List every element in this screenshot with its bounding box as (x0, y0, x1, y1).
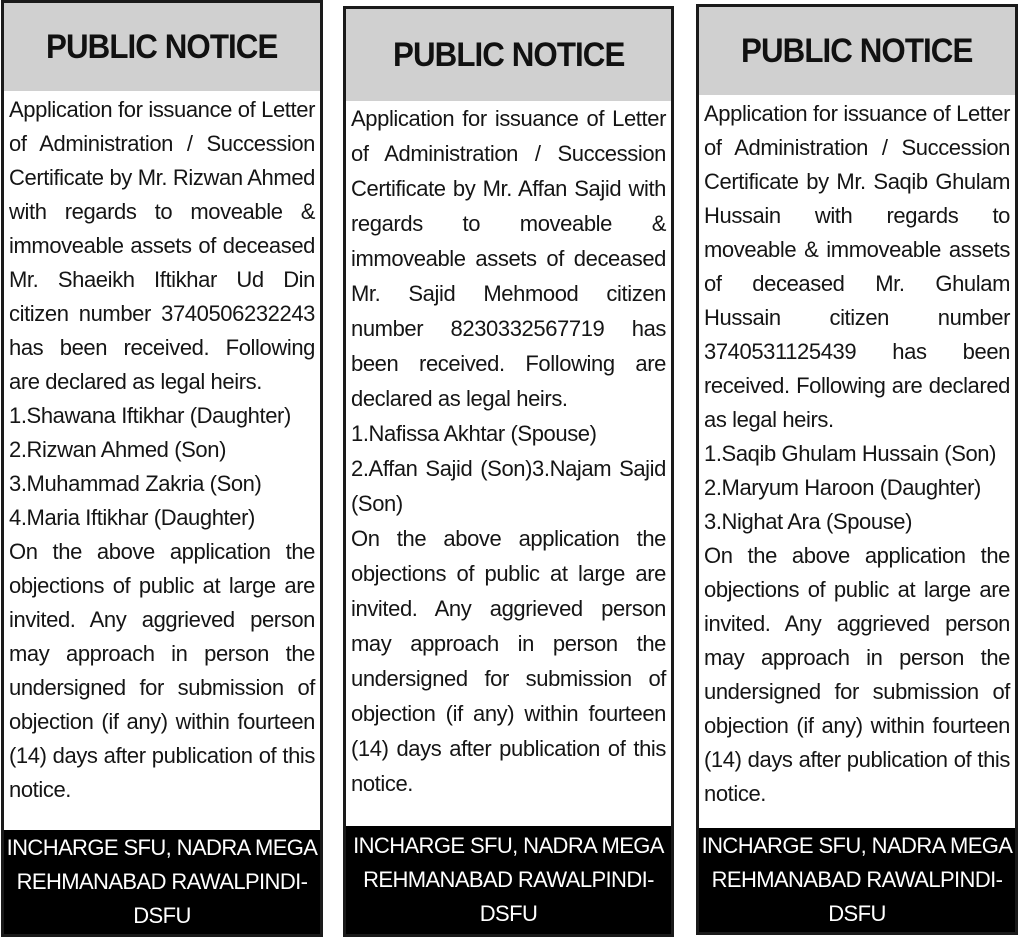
footer-line: DSFU (828, 901, 886, 926)
footer-line: DSFU (479, 901, 538, 926)
public-notice-3 (696, 4, 1018, 935)
footer-line: REHMANABAD RAWALPINDI- (16, 869, 308, 894)
heir-item: 1.Saqib Ghulam Hussain (Son) (704, 441, 997, 466)
notice-closing-text: On the above application the objections of public at large are invited. Any aggrieved person may approach in person the undersigned for submission of objection (if any) within fourteen (14) days after publication of this notice. (351, 526, 666, 796)
footer-line: REHMANABAD RAWALPINDI- (363, 867, 654, 892)
footer-line: REHMANABAD RAWALPINDI- (711, 867, 1003, 892)
notice-title: PUBLIC NOTICE (46, 27, 278, 66)
footer-line: DSFU (133, 903, 191, 928)
notice-closing-text: On the above application the objections of public at large are invited. Any aggrieved person may approach in person the undersigned for submission of objection (if any) within fourteen (14) days after publication of this notice. (9, 539, 315, 802)
notice-title: PUBLIC NOTICE (392, 35, 625, 74)
notice-header (4, 3, 320, 91)
notice-closing-text: On the above application the objections of public at large are invited. Any aggrieved person may approach in person the undersigned for submission of objection (if any) within fourteen (14) days after publication of this notice. (704, 543, 1010, 806)
notice-body (351, 101, 666, 801)
footer-line: INCHARGE SFU, NADRA MEGA (701, 833, 1013, 858)
footer-line: INCHARGE SFU, NADRA MEGA (6, 835, 318, 860)
notice-application-text: Application for issuance of Letter of Administration / Succession Certificate by Mr. Rizwan Ahmed with regards to moveable & immoveable assets of deceased Mr. Shaeikh Iftikhar Ud Din citizen number 3740506232243 has been received. Following are declared as legal heirs. (9, 97, 315, 394)
heir-item: 2.Maryum Haroon (Daughter) (704, 475, 981, 500)
notice-body (9, 93, 315, 807)
notice-footer (4, 830, 320, 934)
notice-title: PUBLIC NOTICE (741, 31, 973, 70)
notice-body (704, 97, 1010, 811)
heir-item: 1.Nafissa Akhtar (Spouse) (351, 421, 597, 446)
notice-header (346, 9, 671, 101)
notice-application-text: Application for issuance of Letter of Administration / Succession Certificate by Mr. Saqib Ghulam Hussain with regards to moveable & immoveable assets of deceased Mr. Ghulam Hussain citizen number 3740531125439 has been received. Following are declared as legal heirs. (704, 101, 1010, 432)
notice-footer (699, 828, 1015, 932)
heir-item: 2.Affan Sajid (Son)3.Najam Sajid (Son) (351, 456, 666, 516)
heir-item: 1.Shawana Iftikhar (Daughter) (9, 403, 291, 428)
footer-line: INCHARGE SFU, NADRA MEGA (353, 833, 664, 858)
public-notice-2 (343, 6, 674, 937)
public-notice-1 (1, 0, 323, 937)
heir-item: 3.Muhammad Zakria (Son) (9, 471, 262, 496)
heir-item: 2.Rizwan Ahmed (Son) (9, 437, 226, 462)
notice-application-text: Application for issuance of Letter of Administration / Succession Certificate by Mr. Affan Sajid with regards to moveable & immoveable assets of deceased Mr. Sajid Mehmood citizen number 8230332567719 has been received. Following are declared as legal heirs. (351, 106, 666, 411)
heir-item: 4.Maria Iftikhar (Daughter) (9, 505, 255, 530)
heir-item: 3.Nighat Ara (Spouse) (704, 509, 913, 534)
notice-footer (346, 826, 671, 934)
notice-header (699, 7, 1015, 95)
